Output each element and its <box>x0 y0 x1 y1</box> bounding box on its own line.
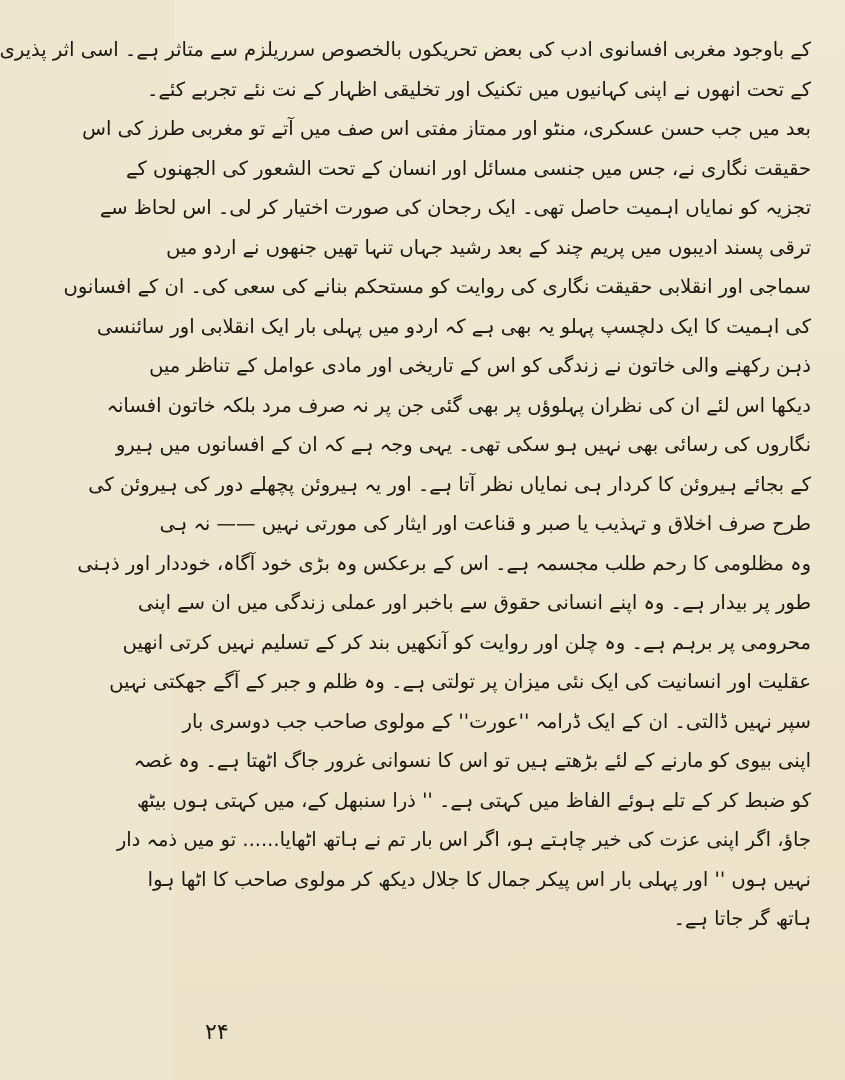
text-line-20: کو ضبط کر کے تلے ہوئے الفاظ میں کہتی ہے۔ '' ذرا سنبھل کے، میں کہتی ہوں بیٹھ <box>136 788 811 812</box>
text-line-7: سماجی اور انقلابی حقیقت نگاری کی روایت کو مستحکم بنانے کی سعی کی۔ ان کے افسانوں <box>63 275 811 298</box>
text-line-18: سپر نہیں ڈالتی۔ ان کے ایک ڈرامہ ''عورت'' کے مولوی صاحب جب دوسری بار <box>182 709 811 733</box>
text-line-23: ہاتھ گر جاتا ہے۔ <box>673 907 811 930</box>
text-line-4: حقیقت نگاری نے، جس میں جنسی مسائل اور انسان کے تحت الشعور کی الجھنوں کے <box>126 156 811 180</box>
text-line-15: طور پر بیدار ہے۔ وہ اپنے انسانی حقوق سے باخبر اور عملی زندگی میں ان سے اپنی <box>138 591 811 614</box>
text-line-5: تجزیہ کو نمایاں اہمیت حاصل تھی۔ ایک رجحان کی صورت اختیار کر لی۔ اس لحاظ سے <box>99 196 811 219</box>
text-line-6: ترقی پسند ادیبوں میں پریم چند کے بعد رشید جہاں تنہا تھیں جنھوں نے اردو میں <box>166 235 811 259</box>
text-line-13: طرح صرف اخلاق و تہذیب یا صبر و قناعت اور ایثار کی مورتی نہیں —— نہ ہی <box>159 512 811 535</box>
page-number: ۲۴ <box>205 1020 229 1045</box>
text-line-21: جاؤ، اگر اپنی عزت کی خیر چاہتے ہو، اگر اس بار تم نے ہاتھ اٹھایا...... تو میں ذمہ دار <box>116 828 811 851</box>
text-line-11: نگاروں کی رسائی بھی نہیں ہو سکی تھی۔ یہی وجہ ہے کہ ان کے افسانوں میں ہیرو <box>115 433 811 456</box>
text-line-16: محرومی پر برہم ہے۔ وہ چلن اور روایت کو آنکھیں بند کر کے تسلیم نہیں کرتی انھیں <box>122 630 811 654</box>
text-line-19: اپنی بیوی کو مارنے کے لئے بڑھتے ہیں تو اس کا نسوانی غرور جاگ اٹھتا ہے۔ وہ غصہ <box>133 749 811 772</box>
body-text <box>0 30 811 939</box>
text-line-2: کے تحت انھوں نے اپنی کہانیوں میں تکنیک اور تخلیقی اظہار کے نت نئے تجربے کئے۔ <box>147 77 811 101</box>
text-line-3: بعد میں جب حسن عسکری، منٹو اور ممتاز مفتی اس صف میں آتے تو مغربی طرز کی اس <box>82 117 811 140</box>
text-line-12: کے بجائے ہیروئن کا کردار ہی نمایاں نظر آتا ہے۔ اور یہ ہیروئن پچھلے دور کی ہیروئن کی <box>88 472 811 496</box>
text-line-10: دیکھا اس لئے ان کی نظران پہلوؤں پر بھی گئی جن پر نہ صرف مرد بلکہ خاتون افسانہ <box>106 393 811 417</box>
text-line-1: کے باوجود مغربی افسانوی ادب کی بعض تحریکوں بالخصوص سرریلزم سے متاثر ہے۔ اسی اثر پذیری <box>0 38 811 61</box>
text-line-14: وہ مظلومی کا رحم طلب مجسمہ ہے۔ اس کے برعکس وہ بڑی خود آگاہ، خوددار اور ذہنی <box>77 551 811 575</box>
text-line-8: کی اہمیت کا ایک دلچسپ پہلو یہ بھی ہے کہ اردو میں پہلی بار ایک انقلابی اور سائنسی <box>96 314 811 338</box>
text-line-22: نہیں ہوں '' اور پہلی بار اس پیکر جمال کا جلال دیکھ کر مولوی صاحب کا اٹھا ہوا <box>147 867 811 891</box>
text-line-9: ذہن رکھنے والی خاتون نے زندگی کو اس کے تاریخی اور مادی عوامل کے تناظر میں <box>149 354 811 377</box>
text-line-17: عقلیت اور انسانیت کی ایک نئی میزان پر تولتی ہے۔ وہ ظلم و جبر کے آگے جھکتی نہیں <box>109 670 811 693</box>
